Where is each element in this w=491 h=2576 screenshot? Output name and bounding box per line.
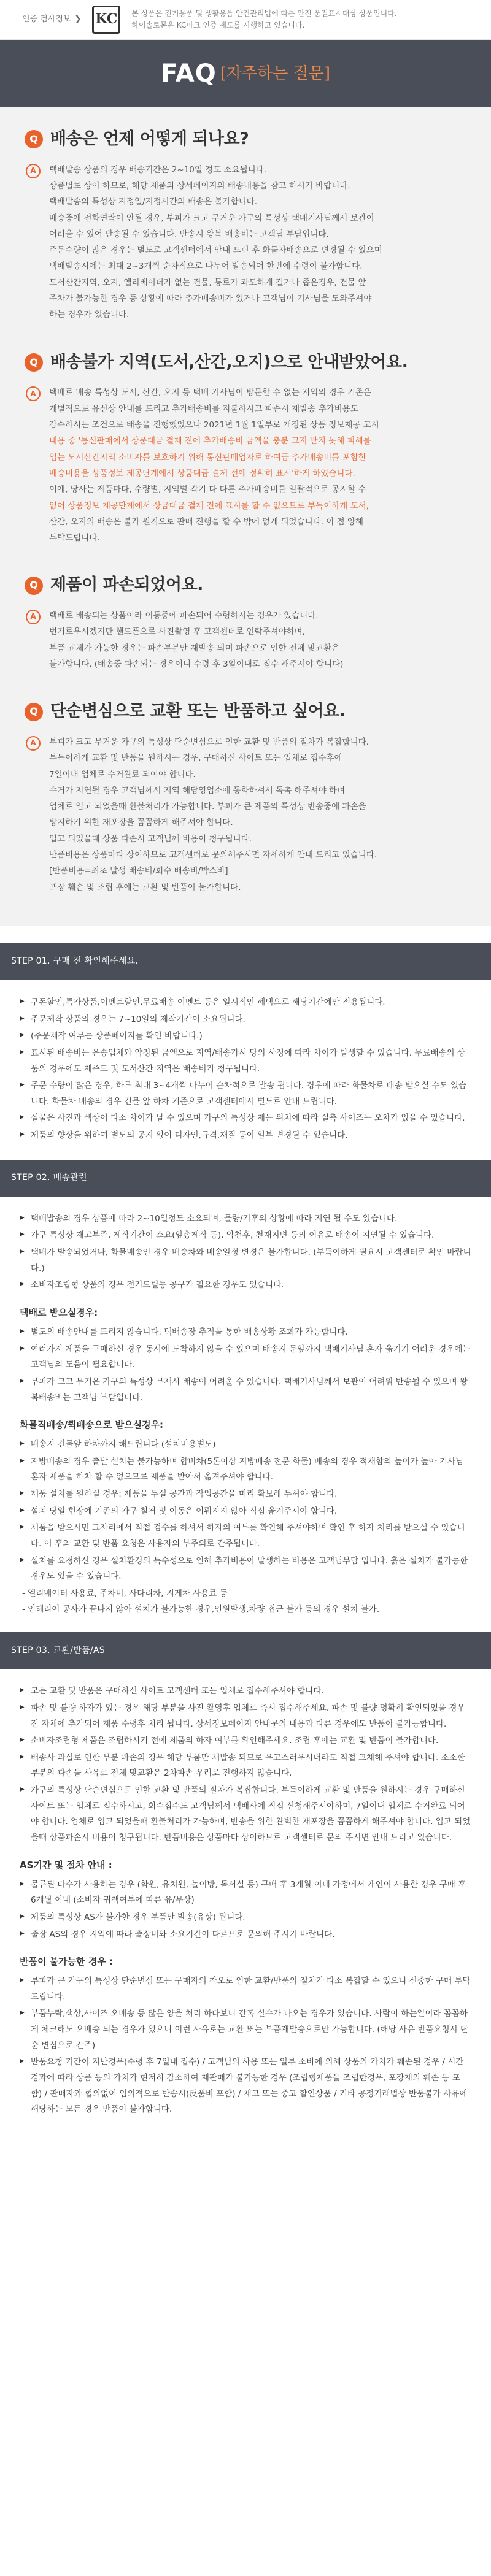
list-item: - 엘리베이터 사용료, 주차비, 사다리차, 지게차 사용료 등 — [22, 1588, 228, 1598]
question-row — [25, 570, 466, 600]
answer-row — [25, 608, 466, 672]
answer-row — [25, 385, 466, 546]
list-item: ▶ (주문제작 여부는 상품페이지를 확인 바랍니다.) — [20, 1029, 471, 1045]
answer-line: 방지하기 위한 재포장을 꼼꼼하게 해주셔야 합니다. — [49, 818, 233, 828]
question-badge-icon: Q — [25, 577, 43, 595]
answer-line: 배송비용을 상품정보 제공단계에서 상품대금 결제 전에 정확히 표시'하게 하였습니다. — [49, 468, 355, 478]
cert-label — [22, 12, 81, 26]
answer-line: 7일이내 업체로 수거완료 되어야 합니다. — [49, 769, 196, 780]
answer-row — [25, 734, 466, 895]
question-title: 제품이 파손되었어요. — [50, 575, 203, 595]
sub-heading-as: AS기간 및 절차 안내 : — [20, 1859, 112, 1871]
answer-line: 번거로우시겠지만 핸드폰으로 사진촬영 후 고객센터로 연락주셔야하며, — [49, 627, 305, 637]
answer-line: 불가합니다. (배송중 파손되는 경우이니 수령 후 3일이내로 접수 해주셔야 합니다) — [49, 659, 344, 669]
faq-item-damaged — [25, 570, 466, 672]
courier-list — [20, 1325, 471, 1406]
answer-line: 업체로 입고 되었을때 환불처리가 가능합니다. 부피가 큰 제품의 특성상 반송중에 파손을 — [49, 802, 366, 812]
answer-line: 부품 교체가 가능한 경우는 파손부분만 재발송 되며 파손으로 인한 전체 맞교환은 — [49, 643, 340, 653]
no-return-list — [20, 1974, 471, 2118]
list-item: ▶ 배송사 과실로 인한 부분 파손의 경우 해당 부품만 재발송 되므로 우고스러우시더라도 직접 교체해 주셔야 합니다. 소소한 부분의 파손을 사유로 전체 맞교환은 2차파손 우려로 진행하지 않습니다. — [20, 1750, 471, 1782]
question-badge-icon: Q — [25, 353, 43, 372]
list-item: ▶ 제품 설치를 원하실 경우: 제품을 두실 공간과 작업공간을 미리 확보해 두셔야 합니다. — [20, 1487, 471, 1503]
list-item: ▶ 설치를 요청하신 경우 설치환경의 특수성으로 인해 추가비용이 발생하는 비용은 고객님부담 입니다. 흙은 설치가 불가능한 경우도 있을 수 있습니다. — [20, 1554, 471, 1585]
question-badge-icon: Q — [25, 130, 43, 148]
list-item: ▶ 쿠폰할인,특가상품,이벤트할인,무료배송 이벤트 등은 일시적인 혜택으로 해당기간에만 적용됩니다. — [20, 995, 471, 1011]
answer-line: 부탁드립니다. — [49, 533, 100, 543]
answer-body — [49, 608, 343, 672]
step-01-body — [0, 980, 491, 1160]
list-item: ▶ 제품의 향상을 위하여 별도의 공지 없이 디자인,규격,재질 등이 일부 변경될 수 있습니다. — [20, 1128, 471, 1144]
answer-line: 택배발송시에는 최대 2~3개씩 순차적으로 나누어 발송되어 한번에 수령이 불가합니다. — [49, 261, 363, 272]
list-item: ▶ 파손 및 불량 하자가 있는 경우 해당 부분을 사진 촬영후 업체로 즉시 접수해주세요. 파손 및 불량 명확히 확인되었을 경우 전 자체에 추가되어 제품 수령후 처리 됩니다. 상세정보페이지 안내문의 내용과 다른 경우에도 반품이 불가능합니다. — [20, 1701, 471, 1732]
answer-badge-icon: A — [26, 610, 41, 624]
answer-line: 어려울 수 있어 반송될 수 있습니다. 반송시 왕복 배송비는 고객님 부담입니다. — [49, 229, 329, 239]
list-item: ▶ 주문 수량이 많은 경우, 하루 최대 3~4개씩 나누어 순차적으로 발송 됩니다. 경우에 따라 화물차로 배송 받으실 수도 있습니다. 화물차 배송의 경우 건물 앞 하차 기준으로 고객센터에서 별도로 안내 드립니다. — [20, 1078, 471, 1110]
answer-line: 이에, 당사는 제품마다, 수량별, 지역별 각기 다 다른 추가배송비를 일괄적으로 공지할 수 — [49, 485, 366, 495]
answer-line: 주문수량이 많은 경우는 별도로 고객센터에서 안내 드린 후 화물차배송으로 변경될 수 있으며 — [49, 245, 382, 256]
list-item: - 인테리어 공사가 끝나지 않아 설치가 불가능한 경우,인원발생,차량 접근 불가 등의 경우 설치 불가. — [22, 1604, 380, 1614]
answer-body — [49, 385, 379, 546]
step-02-body — [0, 1197, 491, 1632]
answer-line: 내용 중 '통신판매에서 상품대금 결제 전에 추가배송비 금액을 충분 고지 받지 못해 피해를 — [49, 436, 371, 447]
faq-header — [0, 40, 491, 107]
list-item: ▶ 주문제작 상품의 경우는 7~10일의 제작기간이 소요됩니다. — [20, 1012, 471, 1028]
faq-title: FAQ — [161, 59, 217, 88]
list-item: ▶ 부피가 크고 무거운 가구의 특성상 부재시 배송이 어려울 수 있습니다. 택배기사님께서 보관이 어려워 반송될 수 있으며 왕복배송비는 고객님 부담입니다. — [20, 1374, 471, 1406]
answer-line: 배송중에 전화연락이 안될 경우, 부피가 크고 무거운 가구의 특성상 택배기사님께서 보관이 — [49, 213, 374, 223]
list-item: ▶ 실물은 사진과 색상이 다소 차이가 날 수 있으며 가구의 특성상 재는 위치에 따라 실측 사이즈는 오차가 있을 수 있습니다. — [20, 1111, 471, 1127]
faq-subtitle: [자주하는 질문] — [220, 64, 330, 83]
answer-line: 수거가 지연될 경우 고객님께서 지역 해당영업소에 동화하셔서 독촉 해주셔야 하며 — [49, 785, 346, 795]
answer-line: 도서산간지역, 오지, 엘리베이터가 없는 건물, 통로가 과도하게 길거나 좁은경우, 건물 앞 — [49, 277, 366, 288]
cert-label-text: 인증 검사정보 — [22, 15, 71, 25]
answer-line: 감수하시는 조건으로 배송을 진행했었으나 2021년 1월 1일부로 개정된 상품 정보제공 고시 — [49, 420, 379, 430]
answer-line: 입고 되었을때 상품 파손시 고객님께 비용이 청구됩니다. — [49, 834, 252, 844]
answer-line: 택배로 배송되는 상품이라 이동중에 파손되어 수령하시는 경우가 있습니다. — [49, 611, 319, 621]
answer-line: 상품별로 상이 하므로, 해당 제품의 상세페이지의 배송내용을 참고 하시기 바랍니다. — [49, 180, 350, 191]
list-item: ▶ 물류된 다수가 사용하는 경우 (학원, 유치원, 놀이방, 독서실 등) 구매 후 3개월 이내 가정에서 개인이 사용한 경우 구매 후 6개월 이내 (소비자 귀책여부에 따른 유/무상) — [20, 1877, 471, 1909]
faq-item-return — [25, 697, 466, 895]
step-02-list — [20, 1211, 471, 1294]
list-item: ▶ 모든 교환 및 반품은 구매하신 사이트 고객센터 또는 업체로 접수해주셔야 합니다. — [20, 1684, 471, 1700]
question-title: 배송은 언제 어떻게 되나요? — [50, 129, 249, 148]
answer-line: 개별적으로 유선상 안내를 드리고 추가배송비를 지불하시고 파손시 재발송 추가비용도 — [49, 404, 358, 414]
list-item: ▶ 제품의 특성상 AS가 불가한 경우 부품만 발송(유상) 됩니다. — [20, 1910, 471, 1926]
freight-list — [20, 1437, 471, 1585]
answer-line: 부피가 크고 무거운 가구의 특성상 단순변심으로 인한 교환 및 반품의 절차가 복잡합니다. — [49, 737, 369, 747]
answer-body — [49, 734, 377, 895]
step-03-body — [0, 1669, 491, 2134]
answer-line: 택배발송의 특성상 지정일/지정시간의 배송은 불가합니다. — [49, 197, 257, 207]
answer-line: 주차가 불가능한 경우 등 상황에 따라 추가배송비가 있거나 고객님이 기사님을 도와주셔야 — [49, 294, 372, 304]
faq-list — [0, 107, 491, 926]
faq-item-delivery — [25, 125, 466, 323]
question-row — [25, 125, 466, 155]
answer-badge-icon: A — [26, 386, 41, 401]
cert-text-line-1: 본 상품은 전기용품 및 생활용품 안전관리법에 따른 안전 품질표시대상 상품입니다. — [131, 9, 397, 18]
step-02-header: STEP 02. 배송관련 — [0, 1160, 491, 1197]
list-item: ▶ 지방배송의 경우 출발 설치는 불가능하며 합비차(5톤이상 지방배송 전문 화물) 배송의 경우 적재함의 높이가 높아 기사님 혼자 제품을 하차 할 수 없으므로 제품을 받아서 옮겨주셔야 합니다. — [20, 1454, 471, 1485]
step-03-header: STEP 03. 교환/반품/AS — [0, 1632, 491, 1669]
list-item: ▶ 배송지 건물앞 하차까지 해드립니다 (설치비용별도) — [20, 1437, 471, 1453]
chevron-right-icon: ❯ — [74, 15, 82, 25]
list-item: ▶ 택배가 발송되었거나, 화물배송인 경우 배송차와 배송일정 변경은 불가합니다. (부득이하게 필요시 고객센터로 확인 바랍니다.) — [20, 1245, 471, 1276]
answer-line: 산간, 오지의 배송은 불가 원칙으로 판매 진행을 할 수 밖에 없게 되었습니다. 이 점 양해 — [49, 516, 364, 527]
answer-line: [반품비용=최초 발생 배송비/회수 배송비/박스비] — [49, 866, 228, 876]
list-item: ▶ 부품누락,색상,사이즈 오배송 등 많은 양을 처리 하다보니 간혹 실수가 나오는 경우가 있습니다. 사람이 하는일이라 꼼꼼하게 체크해도 오배송 되는 경우가 있으니 이런 사유로는 교환 또는 부품재발송으로만 가능합니다. (해당 사유 반품요청시 단순 변심으로 간주) — [20, 2006, 471, 2053]
question-row — [25, 348, 466, 378]
list-item: ▶ 가구의 특성상 단순변심으로 인한 교환 및 반품의 절차가 복잡합니다. 부득이하게 교환 및 반품을 원하시는 경우 구매하신 사이트 또는 업체로 접수하시고, 회수접수도 고객님께서 택배사에 직접 신청해주셔야하며, 7일이내 업체로 수거완료 되어야 합니다. 업체로 입고 되었을때 환불처리가 가능하며, 반송을 위한 완벽한 재포장을 꼼꼼하게 해주셔야 합니다. 입고 되었을때 상품파손시 비용이 청구됩니다. 반품비용은 상품마다 상이하므로 고객센터로 문의 주시면 안내 드리고 있습니다. — [20, 1783, 471, 1846]
list-item: ▶ 출장 AS의 경우 지역에 따라 출장비와 소요기간이 다르므로 문의해 주시기 바랍니다. — [20, 1927, 471, 1943]
answer-line: 택배발송 상품의 경우 배송기간은 2~10일 정도 소요됩니다. — [49, 164, 267, 175]
as-list — [20, 1877, 471, 1943]
kc-mark-icon: KC — [92, 6, 120, 34]
answer-body — [49, 162, 382, 323]
list-item: ▶ 소비자조립형 제품은 조립하시기 전에 제품의 하자 여부를 확인해주세요. 조립 후에는 교환 및 반품이 불가합니다. — [20, 1733, 471, 1749]
list-item: ▶ 택배발송의 경우 상품에 따라 2~10일정도 소요되며, 물량/기후의 상황에 따라 지연 될 수도 있습니다. — [20, 1211, 471, 1227]
question-badge-icon: Q — [25, 703, 43, 721]
section-spacer — [0, 926, 491, 943]
question-title: 배송불가 지역(도서,산간,오지)으로 안내받았어요. — [50, 352, 408, 372]
cert-text — [131, 8, 396, 31]
question-title: 단순변심으로 교환 또는 반품하고 싶어요. — [50, 702, 346, 721]
list-item: ▶ 부피가 큰 가구의 특성상 단순변심 또는 구매자의 착오로 인한 교환/반품의 절차가 다소 복잡할 수 있으니 신중한 구매 부탁드립니다. — [20, 1974, 471, 2005]
list-item: ▶ 반품요청 기간이 지난경우(수령 후 7일내 접수) / 고객님의 사용 또는 일부 소비에 의해 상품의 가치가 훼손된 경우 / 시간 경과에 따라 상품 등의 가치가 현저히 감소하여 재판매가 불가능한 경우 (조립형제품을 조립한경우, 포장재의 훼손 등 포함) / 판매자와 협의없이 임의적으로 반송시(反품비 포함) / 재고 또는 중고 할인상품 / 기타 공정거래법상 반품불가 사유에 해당하는 모든 경우 반품이 불가합니다. — [20, 2055, 471, 2118]
list-item: ▶ 표시된 배송비는 은송업체와 약정된 금액으로 지역/배송가시 당의 사정에 따라 차이가 발생할 수 있습니다. 무료배송의 상품의 경우에도 제주도 및 도서산간 지역은 배송비가 청구됩니다. — [20, 1046, 471, 1077]
answer-line: 부득이하게 교환 및 반품을 원하시는 경우, 구매하신 사이트 또는 업체로 접수후에 — [49, 753, 342, 764]
answer-line: 입는 도서산간지역 소비자를 보호하기 위해 통신판매업자로 하여금 추가배송비를 포함한 — [49, 452, 366, 462]
step-01-header: STEP 01. 구매 전 확인해주세요. — [0, 943, 491, 980]
step-01-list — [20, 995, 471, 1144]
cert-strip — [0, 0, 491, 40]
list-item: ▶ 여러가지 제품을 구매하신 경우 동시에 도착하지 않을 수 있으며 배송지 문앞까지 택배기사님 혼자 옮기기 어려운 경우에는 고객님의 도움이 필요합니다. — [20, 1342, 471, 1373]
sub-heading-courier: 택배로 받으실경우: — [20, 1306, 98, 1318]
answer-line: 하는 경우가 있습니다. — [49, 310, 130, 320]
answer-line: 택배로 배송 특성상 도서, 산간, 오지 등 택배 기사님이 방문할 수 없는 지역의 경우 기존은 — [49, 388, 372, 398]
answer-badge-icon: A — [26, 164, 41, 178]
list-item: ▶ 소비자조립형 상품의 경우 전기드릴등 공구가 필요한 경우도 있습니다. — [20, 1278, 471, 1294]
step-03-list — [20, 1684, 471, 1846]
list-item: ▶ 제품을 받으시면 그자리에서 직접 검수를 하셔서 하자의 여부를 확인해 주셔야하며 확인 후 하자 처리를 받으실 수 있습니다. 이 후의 교환 및 반품 요청은 사용자의 부주의로 간주됩니다. — [20, 1520, 471, 1552]
freight-extra-list — [20, 1586, 471, 1617]
sub-heading-no-return: 반품이 불가능한 경우 : — [20, 1956, 114, 1968]
answer-row — [25, 162, 466, 323]
list-item: ▶ 가구 특성상 재고부족, 제작기간이 소요(앞총제작 등), 악천후, 천재지변 등의 이유로 배송이 지연될 수 있습니다. — [20, 1228, 471, 1244]
list-item: ▶ 설치 당일 현장에 기존의 가구 철거 및 이동은 이뤄지지 않아 직접 옮겨주셔야 합니다. — [20, 1504, 471, 1520]
answer-line: 포장 훼손 및 조립 후에는 교환 및 반품이 불가합니다. — [49, 882, 241, 892]
faq-item-remote-area — [25, 348, 466, 546]
answer-line: 반품비용은 상품마다 상이하므로 고객센터로 문의해주시면 자세하게 안내 드리고 있습니다. — [49, 850, 377, 861]
list-item: ▶ 별도의 배송안내를 드리지 않습니다. 택배송장 추적을 통한 배송상황 조회가 가능합니다. — [20, 1325, 471, 1341]
answer-badge-icon: A — [26, 736, 41, 751]
sub-heading-freight: 화물직배송/퀵배송으로 받으실경우: — [20, 1419, 164, 1431]
answer-line: 없어 상품정보 제공단계에서 상금대금 결제 전에 표시를 할 수 없으므로 부득이하게 도서, — [49, 500, 369, 511]
cert-text-line-2: 하이솔로몬은 KC마크 인증 제도를 시행하고 있습니다. — [131, 21, 305, 29]
question-row — [25, 697, 466, 727]
